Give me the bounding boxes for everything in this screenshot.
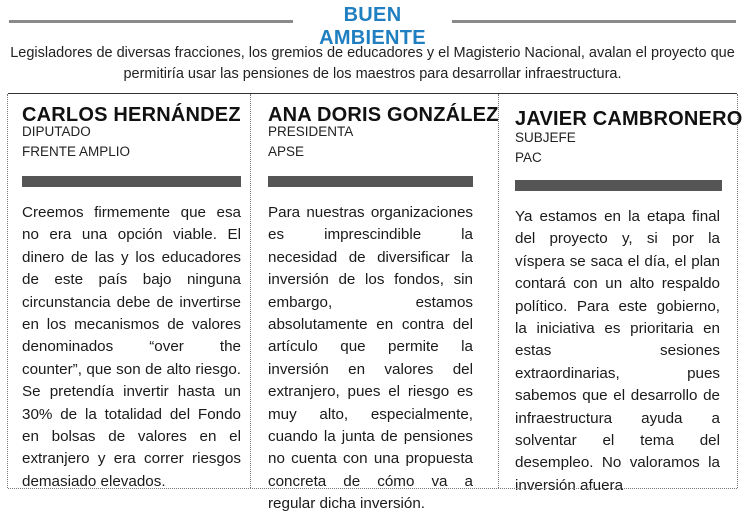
person-party: PAC [515, 150, 542, 165]
person-name: JAVIER CAMBRONERO [515, 108, 743, 130]
person-name: ANA DORIS GONZÁLEZ [268, 104, 499, 126]
quote-bar [268, 176, 473, 187]
quote-text: Para nuestras organizaciones es imprescindible la necesidad de diversificar la inversión de los fondos, sin embargo, estamos absolutamente en contra del artículo que permite la inversión en valores del extranjero, pues el riesgo es muy alto, especialmente, cuando la junta de pensiones no cuenta con una propuesta concreta de cómo va a regular dicha inversión. [268, 204, 473, 513]
quote-bar [22, 176, 241, 187]
person-role: DIPUTADO [22, 124, 91, 139]
person-name: CARLOS HERNÁNDEZ [22, 104, 241, 126]
person-role: SUBJEFE [515, 130, 576, 145]
column-border-right [737, 94, 739, 488]
bottom-rule [8, 488, 737, 490]
header-rule-left [9, 20, 293, 23]
opinion-column-cambronero [501, 94, 743, 494]
quote-text: Creemos firmemente que esa no era una opción viable. El dinero de las y los educadores de este país bajo ninguna circunstancia debe de invertirse en los mecanismos de valores denominados “over the counter”, que son de alto riesgo. Se pretendía invertir hasta un 30% de la totalidad del Fondo en bolsas de valores en el extranjero y era correr riesgos demasiado elevados. [22, 204, 241, 490]
person-party: APSE [268, 144, 305, 159]
person-role: PRESIDENTA [268, 124, 354, 139]
header-rule-right [452, 20, 736, 23]
quote-bar [515, 180, 722, 191]
intro-text: Legisladores de diversas fracciones, los gremios de educadores y el Magisterio Nacional, avalan el proyecto que permitiría usar las pensiones de los maestros para desarrollar infraestructura. [10, 45, 735, 82]
opinion-column-hernandez [8, 94, 248, 488]
opinion-column-gonzalez [254, 94, 499, 513]
person-party: FRENTE AMPLIO [22, 144, 131, 159]
section-title: BUEN AMBIENTE [319, 4, 426, 49]
column-separator [498, 94, 500, 488]
quote-text: Ya estamos en la etapa final del proyecto y, si por la víspera se saca el día, el plan contará con un alto respaldo político. Para este gobierno, la iniciativa es prioritaria en estas sesiones extraordinarias, pues sabemos que el desarrollo de infraestructura ayuda a solventar el tema del desempleo. No valoramos la inversión afuera [515, 208, 720, 494]
column-separator [250, 94, 252, 488]
section-header [0, 0, 745, 49]
